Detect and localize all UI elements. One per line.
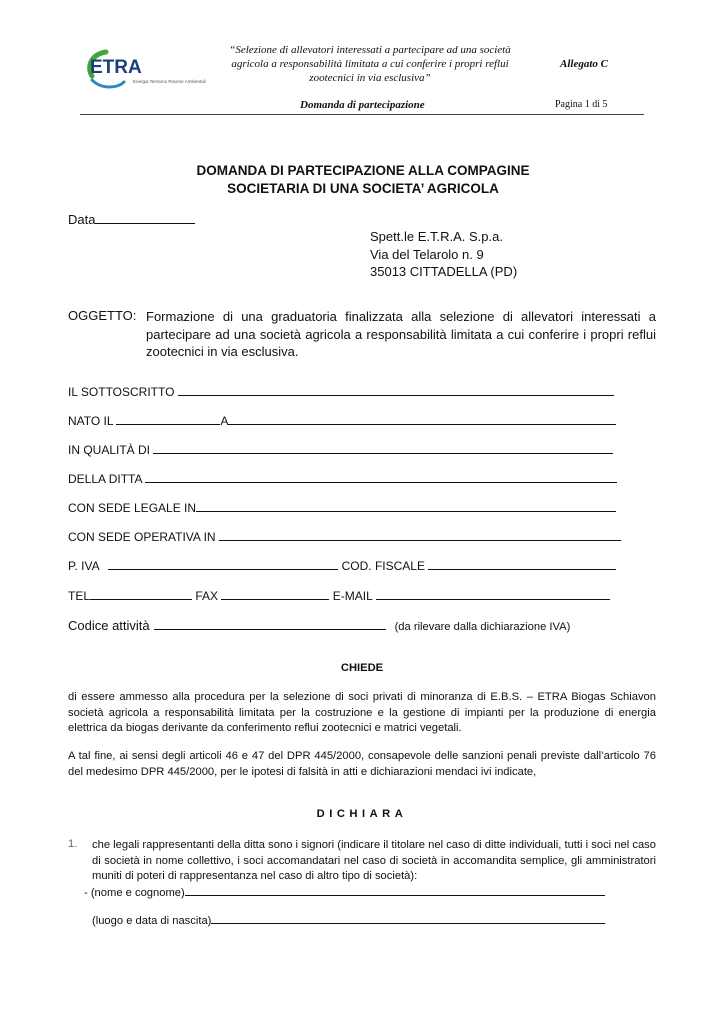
field-row-contacts bbox=[68, 588, 610, 603]
label-codice-attivita: Codice attività bbox=[68, 618, 150, 633]
title-line-1: DOMANDA DI PARTECIPAZIONE ALLA COMPAGINE bbox=[196, 163, 530, 178]
recipient-line-2: Via del Telarolo n. 9 bbox=[370, 246, 484, 262]
label-sede-operativa: CON SEDE OPERATIVA IN bbox=[68, 530, 216, 544]
label-sede-legale: CON SEDE LEGALE IN bbox=[68, 501, 197, 515]
section-heading-chiede: CHIEDE bbox=[340, 662, 384, 674]
input-luogo-data[interactable] bbox=[211, 912, 605, 924]
field-row-codice-attivita bbox=[68, 617, 570, 635]
label-fax: FAX bbox=[195, 589, 219, 603]
etra-logo bbox=[84, 46, 214, 92]
input-ditta[interactable] bbox=[145, 471, 617, 483]
label-nome-cognome: - (nome e cognome) bbox=[84, 887, 185, 899]
recipient-address bbox=[370, 228, 517, 281]
title-line-2: SOCIETARIA DI UNA SOCIETA’ AGRICOLA bbox=[227, 181, 499, 196]
input-tel[interactable] bbox=[90, 588, 192, 600]
input-fax[interactable] bbox=[221, 588, 329, 600]
label-email: E-MAIL bbox=[332, 589, 373, 603]
field-row-sottoscritto bbox=[68, 384, 614, 399]
logo-wordmark: ETRA bbox=[90, 57, 142, 78]
header-divider bbox=[80, 114, 644, 115]
field-row-sede-legale bbox=[68, 500, 616, 515]
input-sottoscritto[interactable] bbox=[178, 384, 614, 396]
field-row-ditta bbox=[68, 471, 617, 486]
logo-tagline: Energia Territorio Risorse Ambientali bbox=[133, 79, 206, 84]
input-birth-place[interactable] bbox=[228, 413, 616, 425]
label-piva: P. IVA bbox=[68, 559, 99, 573]
header-title-quote: “Selezione di allevatori interessati a partecipare ad una società agricola a responsabilità limitata a cui conferire i propri reflui zootecnici in via esclusiva” bbox=[229, 44, 511, 84]
input-piva[interactable] bbox=[108, 558, 338, 570]
date-label: Data bbox=[68, 212, 96, 227]
label-luogo-data: (luogo e data di nascita) bbox=[92, 915, 212, 927]
document-title bbox=[100, 162, 626, 198]
input-codice-attivita[interactable] bbox=[154, 618, 386, 630]
request-paragraph: di essere ammesso alla procedura per la selezione di soci privati di minoranza di E.B.S. – ETRA Biogas Schiavon società agricola a responsabilità limitata per la costruzione e la gestione di impianti per la produzione di energia elettrica da biogas derivante da conferimento reflui zootecnici e matrici vegetali. bbox=[68, 691, 656, 734]
label-cod-fiscale: COD. FISCALE bbox=[341, 559, 425, 573]
recipient-line-3: 35013 CITTADELLA (PD) bbox=[370, 264, 518, 279]
input-nome-cognome[interactable] bbox=[185, 884, 605, 896]
field-row-sede-operativa bbox=[68, 529, 621, 544]
attachment-label: Allegato C bbox=[560, 58, 608, 70]
label-sottoscritto: IL SOTTOSCRITTO bbox=[68, 385, 175, 399]
legal-premise-paragraph: A tal fine, ai sensi degli articoli 46 e 47 del DPR 445/2000, consapevole delle sanzioni penali previste dall’articolo 76 del medesimo DPR 445/2000, per le ipotesi di falsità in atti e dichiarazioni mendaci ivi indicate, bbox=[68, 750, 656, 778]
subject-label: OGGETTO: bbox=[68, 308, 137, 323]
input-sede-legale[interactable] bbox=[196, 500, 616, 512]
recipient-line-1: Spett.le E.T.R.A. S.p.a. bbox=[370, 229, 503, 244]
field-row-piva bbox=[68, 558, 616, 573]
input-qualita[interactable] bbox=[153, 442, 613, 454]
item-number-1: 1. bbox=[68, 838, 78, 850]
field-row-nome bbox=[84, 884, 605, 899]
input-email[interactable] bbox=[376, 588, 610, 600]
label-nato-il: NATO IL bbox=[68, 414, 114, 428]
codice-attivita-note: (da rilevare dalla dichiarazione IVA) bbox=[394, 621, 571, 633]
subject-text: Formazione di una graduatoria finalizzata alla selezione di allevatori interessati a partecipare ad una società agricola a responsabilità limitata a cui conferire i propri reflui zootecnici in via esclusiva. bbox=[146, 309, 656, 359]
item-text-1: che legali rappresentanti della ditta sono i signori (indicare il titolare nel caso di ditte individuali, tutti i soci nel caso di società in nome collettivo, i soci accomandatari nel caso di società in accomandita semplice, gli amministratori muniti di poteri di rappresentanza nel caso di altro tipo di società): bbox=[92, 839, 656, 882]
label-tel: TEL bbox=[68, 589, 91, 603]
input-cod-fiscale[interactable] bbox=[428, 558, 616, 570]
date-blank[interactable] bbox=[95, 212, 195, 224]
document-type: Domanda di partecipazione bbox=[300, 99, 425, 111]
page-number: Pagina 1 di 5 bbox=[555, 99, 608, 110]
input-sede-operativa[interactable] bbox=[219, 529, 621, 541]
section-heading-dichiara: DICHIARA bbox=[316, 808, 408, 820]
field-row-luogo bbox=[92, 912, 605, 927]
field-row-nato bbox=[68, 413, 616, 428]
logo-blue-arc bbox=[92, 80, 124, 87]
label-qualita: IN QUALITÀ DI bbox=[68, 443, 151, 457]
date-field[interactable] bbox=[68, 212, 195, 227]
field-row-qualita bbox=[68, 442, 613, 457]
label-ditta: DELLA DITTA bbox=[68, 472, 142, 486]
label-a: A bbox=[220, 414, 229, 428]
input-birth-date[interactable] bbox=[116, 413, 220, 425]
